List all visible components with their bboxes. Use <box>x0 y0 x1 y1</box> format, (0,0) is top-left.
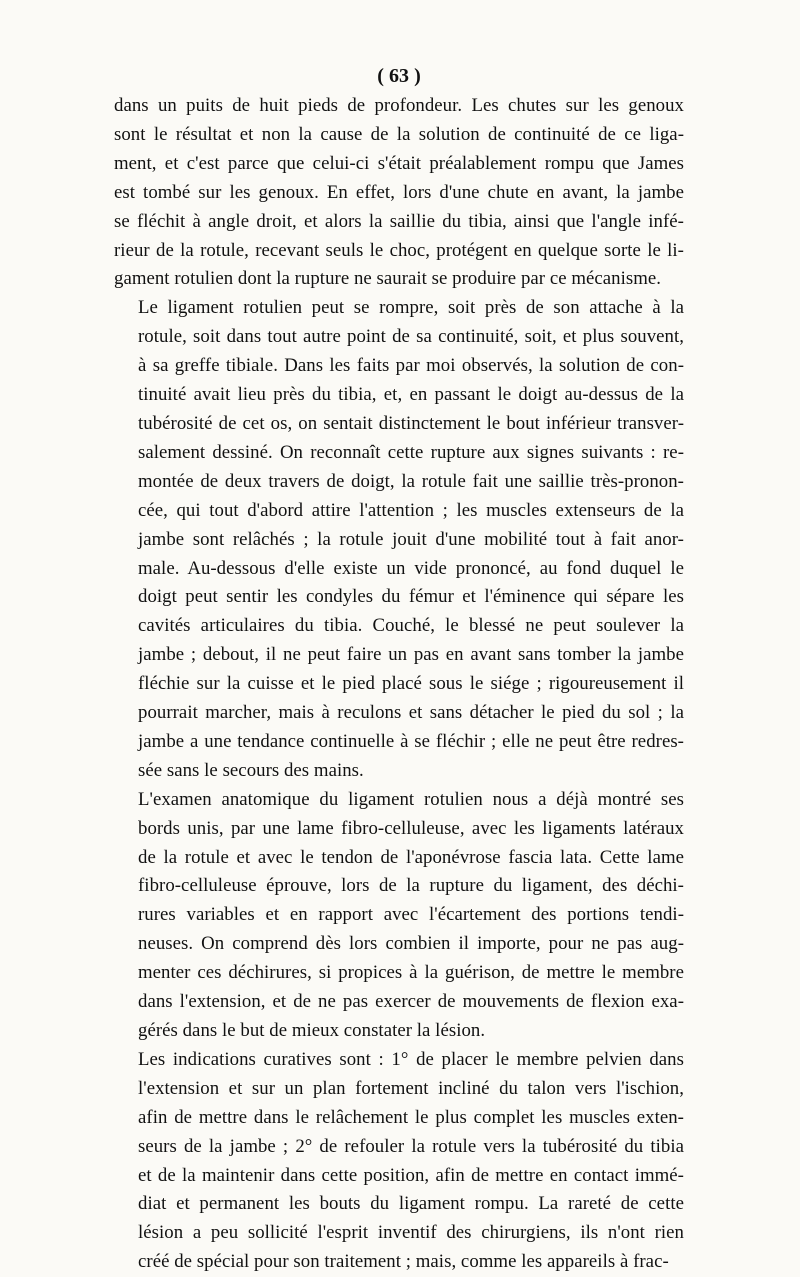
paragraph <box>114 92 684 294</box>
text-line: bords unis, par une lame fibro-celluleuse, avec les ligaments latéraux <box>138 817 684 839</box>
paragraph <box>114 1046 684 1277</box>
text-line: lésion a peu sollicité l'esprit inventif des chirurgiens, ils n'ont rien <box>138 1222 684 1244</box>
text-line: montée de deux travers de doigt, la rotule fait une saillie très-pronon- <box>138 470 684 492</box>
text-line: rures variables et en rapport avec l'écartement des portions tendi- <box>138 904 684 926</box>
text-line: menter ces déchirures, si propices à la guérison, de mettre le membre <box>138 962 684 984</box>
text-line: seurs de la jambe ; 2° de refouler la rotule vers la tubérosité du tibia <box>138 1135 684 1157</box>
text-line: de la rotule et avec le tendon de l'aponévrose fascia lata. Cette lame <box>138 846 684 868</box>
text-line: jambe a une tendance continuelle à se fléchir ; elle ne peut être redres- <box>138 730 684 752</box>
text-line: l'extension et sur un plan fortement incliné du talon vers l'ischion, <box>138 1077 684 1099</box>
text-line: tubérosité de cet os, on sentait distinctement le bout inférieur transver- <box>138 412 684 434</box>
text-line: neuses. On comprend dès lors combien il importe, pour ne pas aug- <box>138 933 684 955</box>
paragraph <box>114 294 684 785</box>
text-line: doigt peut sentir les condyles du fémur et l'éminence qui sépare les <box>138 586 684 608</box>
text-line: rotule, soit dans tout autre point de sa continuité, soit, et plus souvent, <box>138 326 684 348</box>
text-line: dans l'extension, et de ne pas exercer de mouvements de flexion exa- <box>138 991 684 1013</box>
text-line: gament rotulien dont la rupture ne saurait se produire par ce mécanisme. <box>114 268 662 290</box>
text-line: diat et permanent les bouts du ligament rompu. La rareté de cette <box>138 1193 684 1215</box>
page-number: ( 63 ) <box>377 65 421 87</box>
body-text <box>114 92 684 1277</box>
text-line: cavités articulaires du tibia. Couché, le blessé ne peut soulever la <box>138 615 684 637</box>
text-line: Les indications curatives sont : 1° de placer le membre pelvien dans <box>138 1048 684 1070</box>
text-line: Le ligament rotulien peut se rompre, soit près de son attache à la <box>138 297 684 319</box>
text-line: cée, qui tout d'abord attire l'attention ; les muscles extenseurs de la <box>138 499 684 521</box>
text-line: et de la maintenir dans cette position, afin de mettre en contact immé- <box>138 1164 684 1186</box>
text-line: se fléchit à angle droit, et alors la saillie du tibia, ainsi que l'angle infé- <box>114 210 684 232</box>
text-line: salement dessiné. On reconnaît cette rupture aux signes suivants : re- <box>138 441 684 463</box>
text-line: est tombé sur les genoux. En effet, lors d'une chute en avant, la jambe <box>114 181 684 203</box>
text-line: sont le résultat et non la cause de la solution de continuité de ce liga- <box>114 123 684 145</box>
text-line: male. Au-dessous d'elle existe un vide prononcé, au fond duquel le <box>138 557 684 579</box>
text-line: L'examen anatomique du ligament rotulien nous a déjà montré ses <box>138 788 684 810</box>
book-page <box>114 62 684 1273</box>
text-line: jambe sont relâchés ; la rotule jouit d'une mobilité tout à fait anor- <box>138 528 684 550</box>
text-line: ment, et c'est parce que celui-ci s'était préalablement rompu que James <box>114 152 684 174</box>
text-line: rieur de la rotule, recevant seuls le choc, protégent en quelque sorte le li- <box>114 239 684 261</box>
text-line: gérés dans le but de mieux constater la lésion. <box>138 1020 486 1041</box>
text-line: fléchie sur la cuisse et le pied placé sous le siége ; rigoureusement il <box>138 673 684 695</box>
text-line: pourrait marcher, mais à reculons et sans détacher le pied du sol ; la <box>138 702 684 724</box>
text-line: sée sans le secours des mains. <box>138 759 364 781</box>
text-line: fibro-celluleuse éprouve, lors de la rupture du ligament, des déchi- <box>138 875 684 897</box>
text-line: créé de spécial pour son traitement ; mais, comme les appareils à frac- <box>138 1251 669 1273</box>
text-line: à sa greffe tibiale. Dans les faits par moi observés, la solution de con- <box>138 355 684 377</box>
text-line: afin de mettre dans le relâchement le plus complet les muscles exten- <box>138 1106 684 1128</box>
text-line: dans un puits de huit pieds de profondeur. Les chutes sur les genoux <box>114 95 684 116</box>
text-line: tinuité avait lieu près du tibia, et, en passant le doigt au-dessus de la <box>138 384 684 406</box>
text-line: jambe ; debout, il ne peut faire un pas en avant sans tomber la jambe <box>138 644 684 666</box>
paragraph <box>114 786 684 1046</box>
